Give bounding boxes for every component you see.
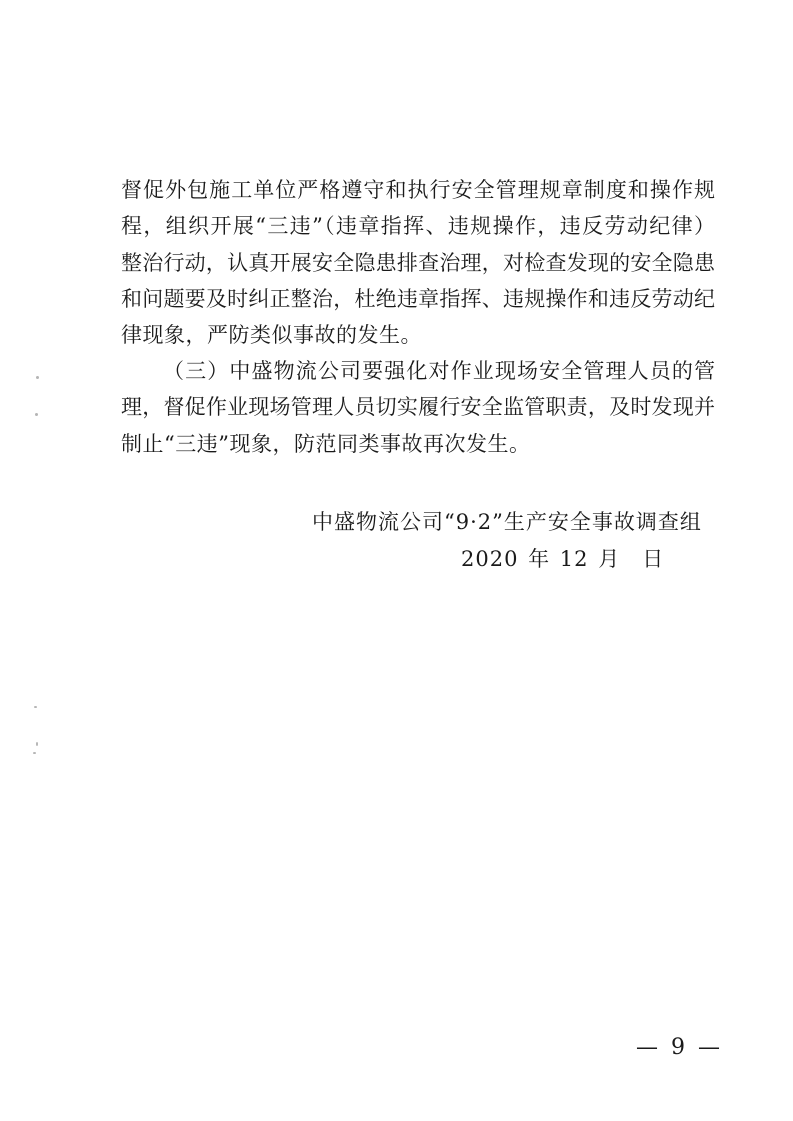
paragraph-line-2: 程，组织开展“三违”（违章指挥、违规操作，违反劳动纪律） — [121, 214, 715, 238]
paragraph-3-line-2: 理，督促作业现场管理人员切实履行安全监管职责，及时发现并 — [121, 395, 715, 419]
paragraph-line-3: 整治行动，认真开展安全隐患排查治理，对检查发现的安全隐患 — [121, 251, 715, 275]
scan-speck — [36, 742, 38, 746]
paragraph-line-1: 督促外包施工单位严格遵守和执行安全管理规章制度和操作规 — [121, 178, 715, 202]
scan-speck — [33, 752, 36, 754]
paragraph-line-5: 律现象，严防类似事故的发生。 — [121, 323, 422, 347]
paragraph-3-line-3: 制止“三违”现象，防范同类事故再次发生。 — [121, 432, 531, 456]
scan-speck — [34, 706, 37, 708]
signature-date: 2020 年 12 月 日 — [461, 547, 665, 571]
signature-organization: 中盛物流公司“9·2”生产安全事故调查组 — [312, 510, 702, 534]
page-number: — 9 — — [636, 1035, 723, 1060]
paragraph-line-4: 和问题要及时纠正整治，杜绝违章指挥、违规操作和违反劳动纪 — [121, 287, 715, 311]
scan-speck — [36, 376, 39, 379]
paragraph-3-line-1: （三）中盛物流公司要强化对作业现场安全管理人员的管 — [163, 359, 715, 383]
scan-speck — [35, 413, 38, 416]
